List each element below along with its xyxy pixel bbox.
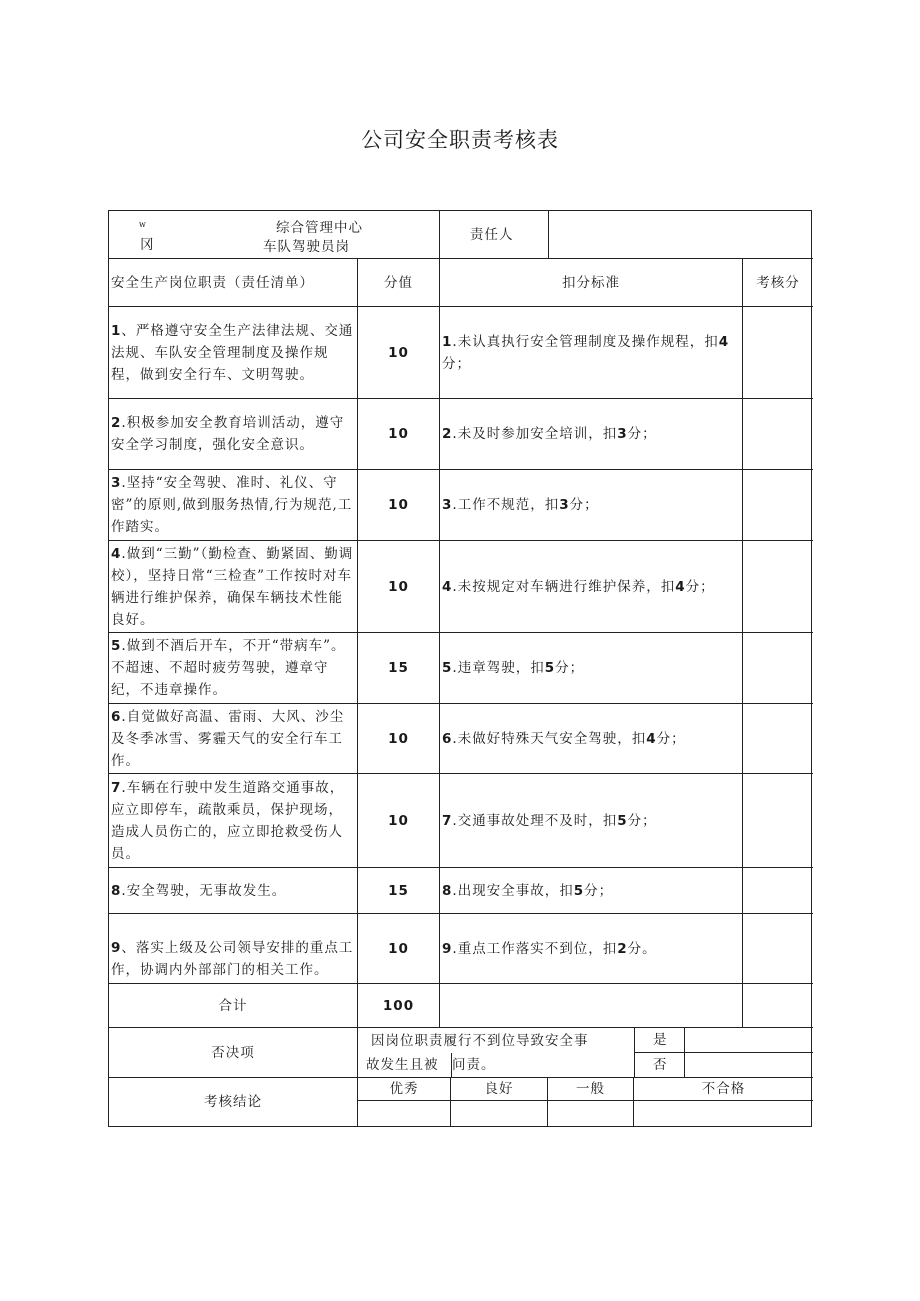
assess-cell[interactable] xyxy=(743,399,813,470)
option-excellent-box[interactable] xyxy=(358,1101,451,1126)
option-average: 一般 xyxy=(548,1078,634,1101)
duty-cell: 2.积极参加安全教育培训活动，遵守安全学习制度，强化安全意识。 xyxy=(109,399,358,470)
score-cell: 10 xyxy=(358,307,440,399)
duty-cell: 5.做到不酒后开车，不开“带病车”。不超速、不超时疲劳驾驶，遵章守纪，不违章操作。 xyxy=(109,633,358,704)
option-excellent: 优秀 xyxy=(358,1078,451,1101)
score-cell: 15 xyxy=(358,868,440,914)
assessment-table xyxy=(108,210,812,1127)
col-header-duty: 安全生产岗位职责（责任清单） xyxy=(109,259,358,307)
assess-cell[interactable] xyxy=(743,633,813,704)
assess-cell[interactable] xyxy=(743,704,813,774)
veto-label: 否决项 xyxy=(109,1028,358,1078)
option-good-box[interactable] xyxy=(451,1101,548,1126)
deduction-cell: 3.工作不规范，扣3分； xyxy=(440,470,743,541)
total-deduction-cell xyxy=(440,984,743,1028)
duty-cell: 6.自觉做好高温、雷雨、大风、沙尘及冬季冰雪、雾霾天气的安全行车工作。 xyxy=(109,704,358,774)
deduction-cell: 1.未认真执行安全管理制度及操作规程，扣4分； xyxy=(440,307,743,399)
score-cell: 10 xyxy=(358,541,440,633)
veto-no-label: 否 xyxy=(635,1053,685,1078)
responsible-label: 责任人 xyxy=(440,211,549,259)
deduction-cell: 6.未做好特殊天气安全驾驶，扣4分； xyxy=(440,704,743,774)
total-assess-cell[interactable] xyxy=(743,984,813,1028)
score-cell: 10 xyxy=(358,399,440,470)
post-name: 车队驾驶员岗 xyxy=(263,239,350,255)
option-fail: 不合格 xyxy=(634,1078,813,1101)
responsible-value[interactable] xyxy=(549,211,813,259)
veto-yes-label: 是 xyxy=(635,1028,685,1053)
col-header-deduction: 扣分标准 xyxy=(440,259,743,307)
score-cell: 10 xyxy=(358,914,440,984)
duty-cell: 1、严格遵守安全生产法律法规、交通法规、车队安全管理制度及操作规程，做到安全行车、文明驾驶。 xyxy=(109,307,358,399)
assess-cell[interactable] xyxy=(743,774,813,868)
duty-cell: 4.做到“三勤”（勤检查、勤紧固、勤调校），坚持日常“三检查”工作按时对车辆进行维护保养，确保车辆技术性能良好。 xyxy=(109,541,358,633)
w-mark: w xyxy=(139,220,147,229)
veto-text: 因岗位职责履行不到位导致安全事 故发生且被 问责。 xyxy=(358,1028,634,1078)
deduction-cell: 5.违章驾驶，扣5分； xyxy=(440,633,743,704)
deduction-cell: 7.交通事故处理不及时，扣5分； xyxy=(440,774,743,868)
option-average-box[interactable] xyxy=(548,1101,634,1126)
duty-cell: 8.安全驾驶，无事故发生。 xyxy=(109,868,358,914)
duty-cell: 7.车辆在行驶中发生道路交通事故，应立即停车，疏散乘员，保护现场，造成人员伤亡的，应立即抢救受伤人员。 xyxy=(109,774,358,868)
page-title: 公司安全职责考核表 xyxy=(361,128,559,152)
assess-cell[interactable] xyxy=(743,307,813,399)
col-header-score: 分值 xyxy=(358,259,440,307)
option-good: 良好 xyxy=(451,1078,548,1101)
veto-yes-box[interactable] xyxy=(685,1028,813,1053)
assess-cell[interactable] xyxy=(743,470,813,541)
dept-name: 综合管理中心 xyxy=(276,220,363,236)
score-cell: 10 xyxy=(358,704,440,774)
conclusion-label: 考核结论 xyxy=(109,1078,358,1126)
duty-cell: 3.坚持“安全驾驶、准时、礼仪、守密”的原则,做到服务热情,行为规范,工作踏实。 xyxy=(109,470,358,541)
deduction-cell: 8.出现安全事故，扣5分； xyxy=(440,868,743,914)
duty-cell: 9、落实上级及公司领导安排的重点工作，协调内外部部门的相关工作。 xyxy=(109,914,358,984)
veto-no-box[interactable] xyxy=(685,1053,813,1078)
total-label: 合计 xyxy=(109,984,358,1028)
gang-mark: 冈 xyxy=(140,237,155,253)
assess-cell[interactable] xyxy=(743,868,813,914)
deduction-cell: 2.未及时参加安全培训，扣3分； xyxy=(440,399,743,470)
option-fail-box[interactable] xyxy=(634,1101,813,1126)
assess-cell[interactable] xyxy=(743,914,813,984)
assess-cell[interactable] xyxy=(743,541,813,633)
col-header-assess: 考核分 xyxy=(743,259,813,307)
deduction-cell: 4.未按规定对车辆进行维护保养，扣4分； xyxy=(440,541,743,633)
total-value: 100 xyxy=(358,984,440,1028)
score-cell: 10 xyxy=(358,774,440,868)
score-cell: 15 xyxy=(358,633,440,704)
deduction-cell: 9.重点工作落实不到位，扣2分。 xyxy=(440,914,743,984)
dept-post-cell xyxy=(109,211,440,259)
score-cell: 10 xyxy=(358,470,440,541)
